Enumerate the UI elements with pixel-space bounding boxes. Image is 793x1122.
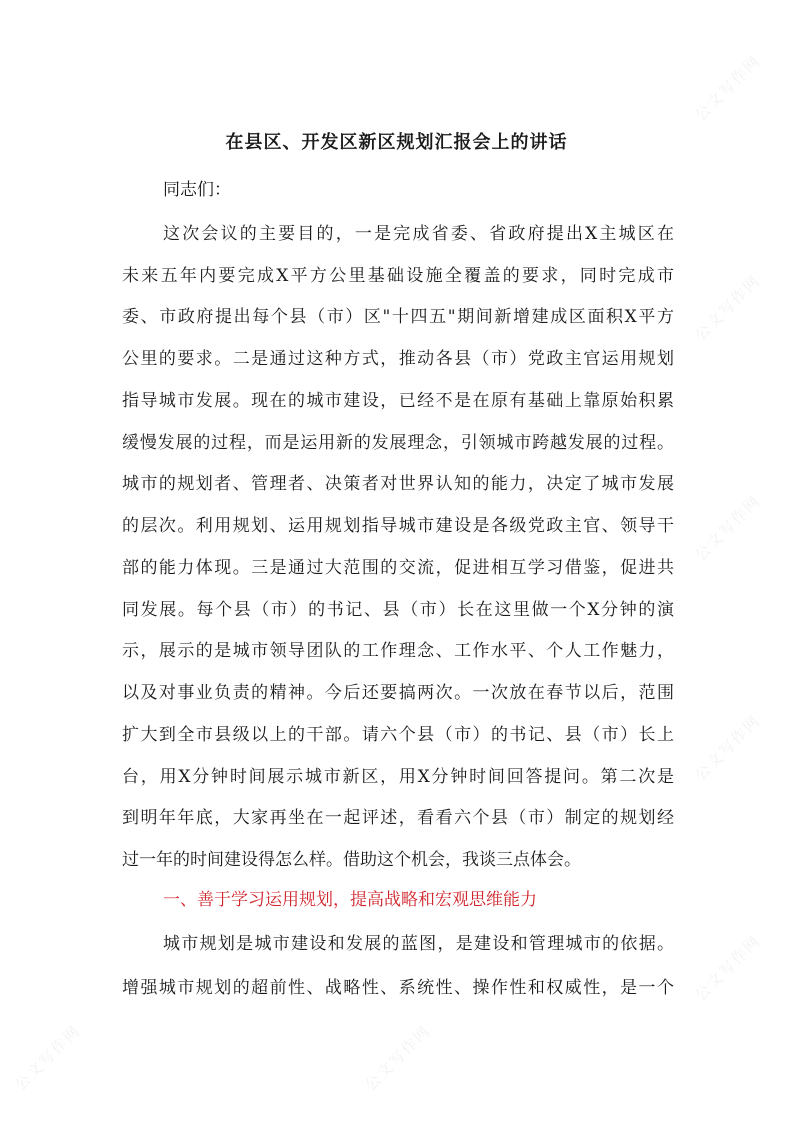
paragraph-line: 未来五年内要完成X平方公里基础设施全覆盖的要求，同时完成市	[122, 266, 674, 286]
paragraph-line: 这次会议的主要目的，一是完成省委、省政府提出X主城区在	[163, 224, 674, 244]
paragraph-line: 台，用X分钟时间展示城市新区，用X分钟时间回答提问。第二次是	[122, 767, 674, 787]
watermark-text: 公文写作网	[691, 491, 765, 565]
paragraph-line: 以及对事业负责的精神。今后还要搞两次。一次放在春节以后，范围	[122, 683, 674, 703]
paragraph-line: 同发展。每个县（市）的书记、县（市）长在这里做一个X分钟的演	[122, 600, 674, 620]
document-title: 在县区、开发区新区规划汇报会上的讲话	[225, 132, 568, 153]
paragraph-line: 的层次。利用规划、运用规划指导城市建设是各级党政主官、领导干	[122, 516, 674, 536]
paragraph-line: 增强城市规划的超前性、战略性、系统性、操作性和权威性，是一个	[122, 978, 674, 998]
paragraph-line: 过一年的时间建设得怎么样。借助这个机会，我谈三点体会。	[122, 850, 581, 870]
paragraph-line: 城市规划是城市建设和发展的蓝图，是建设和管理城市的依据。	[163, 934, 674, 954]
watermark-text: 公文写作网	[691, 271, 765, 345]
paragraph-line: 部的能力体现。三是通过大范围的交流，促进相互学习借鉴，促进共	[122, 558, 674, 578]
paragraph-line: 到明年年底，大家再坐在一起评述，看看六个县（市）制定的规划经	[122, 808, 674, 828]
salutation: 同志们：	[163, 180, 231, 200]
paragraph-line: 公里的要求。二是通过这种方式，推动各县（市）党政主官运用规划	[122, 349, 674, 369]
watermark-text: 公文写作网	[11, 1021, 85, 1095]
watermark-text: 公文写作网	[691, 711, 765, 785]
watermark-text: 公文写作网	[691, 51, 765, 125]
paragraph-line: 示，展示的是城市领导团队的工作理念、工作水平、个人工作魅力，	[122, 641, 674, 661]
paragraph-line: 城市的规划者、管理者、决策者对世界认知的能力，决定了城市发展	[122, 474, 674, 494]
paragraph-line: 扩大到全市县级以上的干部。请六个县（市）的书记、县（市）长上	[122, 725, 674, 745]
paragraph-line: 缓慢发展的过程，而是运用新的发展理念，引领城市跨越发展的过程。	[122, 433, 674, 453]
paragraph-line: 委、市政府提出每个县（市）区"十四五"期间新增建成区面积X平方	[122, 307, 674, 327]
watermark-text: 公文写作网	[361, 1021, 435, 1095]
watermark-text: 公文写作网	[691, 931, 765, 1005]
paragraph-line: 指导城市发展。现在的城市建设，已经不是在原有基础上靠原始积累	[122, 391, 674, 411]
section-heading: 一、善于学习运用规划，提高战略和宏观思维能力	[163, 890, 537, 910]
